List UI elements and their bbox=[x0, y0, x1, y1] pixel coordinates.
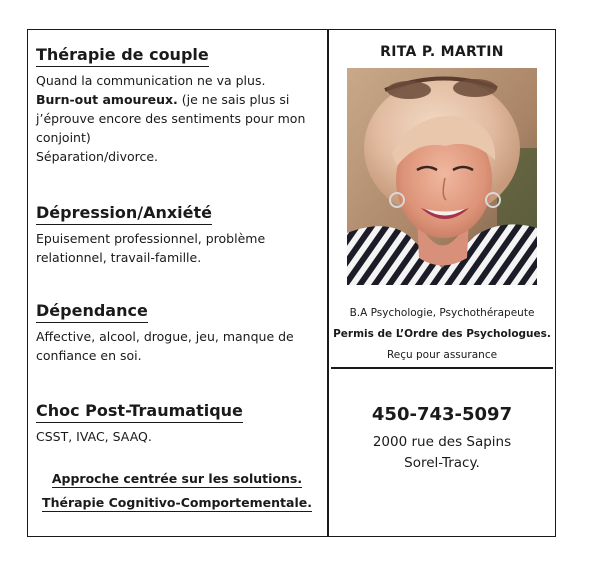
section-depression-anxiety bbox=[36, 202, 326, 267]
credential-line: B.A Psychologie, Psychothérapeute bbox=[349, 307, 535, 319]
address-line: 2000 rue des Sapins bbox=[372, 434, 512, 450]
therapist-name: RITA P. MARTIN bbox=[380, 44, 504, 60]
section-title: Thérapie de couple bbox=[36, 44, 209, 67]
section-post-traumatic bbox=[36, 400, 326, 446]
credential-line: Permis de L’Ordre des Psychologues. bbox=[333, 328, 551, 340]
section-couple-therapy bbox=[36, 44, 326, 166]
section-dependency bbox=[36, 300, 326, 365]
approach-line bbox=[36, 470, 318, 488]
therapist-photo bbox=[347, 68, 537, 285]
section-body bbox=[36, 427, 326, 446]
section-body bbox=[36, 71, 326, 166]
section-title: Dépression/Anxiété bbox=[36, 202, 212, 225]
line-text: (je ne sais plus si j’éprouve encore des sentiments pour mon conjoint) bbox=[36, 92, 306, 145]
address-line: Sorel-Tracy. bbox=[404, 455, 480, 471]
section-body bbox=[36, 229, 326, 267]
line-text: Séparation/divorce. bbox=[36, 149, 159, 164]
approach-text: Approche centrée sur les solutions. bbox=[51, 471, 303, 486]
line-bold: Burn-out amoureux. bbox=[36, 92, 178, 107]
credential-line: Reçu pour assurance bbox=[386, 349, 498, 361]
line-text: Epuisement professionnel, problème relationnel, travail-famille. bbox=[36, 231, 266, 265]
line-text: Affective, alcool, drogue, jeu, manque de confiance en soi. bbox=[36, 329, 294, 363]
phone-number: 450-743-5097 bbox=[371, 404, 513, 425]
section-title: Dépendance bbox=[36, 300, 148, 323]
approach-line bbox=[36, 494, 318, 512]
section-title: Choc Post-Traumatique bbox=[36, 400, 243, 423]
section-body bbox=[36, 327, 326, 365]
line-text: Quand la communication ne va plus. bbox=[36, 73, 266, 88]
horizontal-divider bbox=[331, 367, 553, 369]
line-text: CSST, IVAC, SAAQ. bbox=[36, 429, 152, 444]
approach-text: Thérapie Cognitivo-Comportementale. bbox=[42, 495, 312, 510]
